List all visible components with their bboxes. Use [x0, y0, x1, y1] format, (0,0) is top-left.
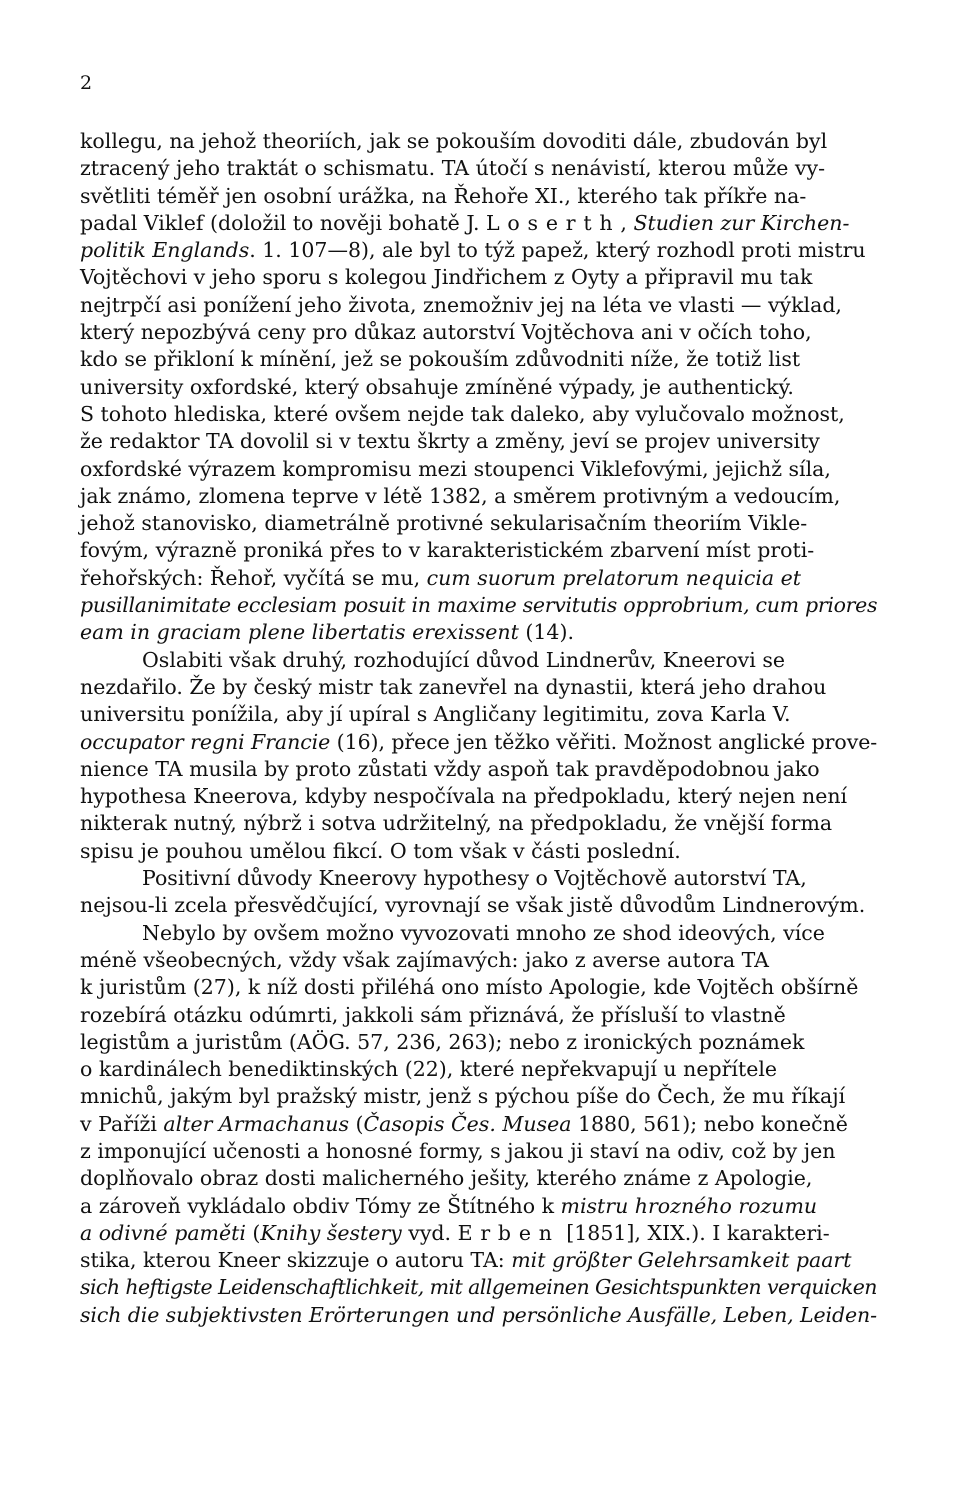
text-line: méně všeobecných, vždy však zajímavých: jako z averse autora TA: [80, 947, 769, 972]
citation-title: politik Englands: [80, 238, 250, 263]
text-line: nience TA musila by proto zůstati vždy aspoň tak pravděpodobnou jako: [80, 756, 820, 781]
text-line: sich heftigste Leidenschaftlichkeit, mit allgemeinen Gesichtspunkten verquicken: [80, 1275, 877, 1300]
text-span: padal Viklef (doložil to nověji bohatě J.: [80, 210, 486, 235]
text-span: ,: [620, 210, 634, 235]
text-span: (: [245, 1220, 261, 1245]
text-span: stika, kterou Kneer skizzuje o autoru TA:: [80, 1248, 512, 1273]
old-czech-quote: mistru hrozného rozumu: [560, 1193, 818, 1218]
text-line: [80, 237, 877, 264]
text-line: spisu je pouhou umělou fikcí. O tom však v části poslední.: [80, 838, 681, 863]
text-span: [1851], XIX.). I karakteri-: [559, 1220, 830, 1245]
text-line: jak známo, zlomena teprve v létě 1382, a směrem protivným a vedoucím,: [80, 483, 841, 508]
text-line: hypothesa Kneerova, kdyby nespočívala na předpokladu, který nejen není: [80, 784, 848, 809]
text-line: legistům a juristům (AÖG. 57, 236, 263); nebo z ironických poznámek: [80, 1029, 805, 1054]
text-line: sich die subjektivsten Erörterungen und persönliche Ausfälle, Leben, Leiden-: [80, 1302, 877, 1327]
text-line: doplňovalo obraz dosti malicherného ješity, kterého známe z Apologie,: [80, 1166, 813, 1191]
paragraph-3: [80, 865, 877, 920]
text-line: ztracený jeho traktát o schismatu. TA útočí s nenávistí, kterou může vy-: [80, 156, 826, 181]
text-span: (14).: [518, 620, 574, 645]
latin-quote: alter Armachanus: [163, 1111, 349, 1136]
text-line: fovým, výrazně proniká přes to v karakteristickém zbarvení míst proti-: [80, 538, 815, 563]
text-span: a zároveň vykládalo obdiv Tómy ze Štítného k: [80, 1193, 561, 1218]
text-line: [80, 565, 877, 592]
text-line: o kardinálech benediktinských (22), které nepřekvapují u nepřítele: [80, 1057, 778, 1082]
german-quote: mit größter Gelehrsamkeit paart: [511, 1248, 852, 1273]
text-line: kollegu, na jehož theoriích, jak se pokouším dovoditi dále, zbudován byl: [80, 129, 828, 153]
text-line: Nebylo by ovšem možno vyvozovati mnoho ze shod ideových, více: [142, 920, 825, 945]
text-span: v Paříži: [80, 1111, 164, 1136]
text-line: nezdařilo. Že by český mistr tak zanevřel na dynastii, která jeho drahou: [80, 674, 827, 699]
citation-title: Studien zur Kirchen-: [633, 210, 850, 235]
text-line: university oxfordské, který obsahuje zmíněné výpady, je authentický.: [80, 374, 794, 399]
old-czech-quote: a odivné paměti: [80, 1220, 246, 1245]
text-line: nejsou-li zcela přesvědčující, vyrovnají se však jistě důvodům Lindnerovým.: [80, 893, 866, 918]
text-line: [80, 210, 877, 237]
text-line: universitu ponížila, aby jí upíral s Angličany legitimitu, zova Karla V.: [80, 702, 791, 727]
author-name: Loserth: [486, 210, 621, 235]
text-span: . 1. 107—8), ale byl to týž papež, který rozhodl proti mistru: [249, 238, 866, 263]
text-line: který nepozbývá ceny pro důkaz autorství Vojtěchova ani v očích toho,: [80, 320, 812, 345]
text-line: světliti téměř jen osobní urážka, na Řehoře XI., kterého tak příkře na-: [80, 183, 807, 208]
text-line: Oslabiti však druhý, rozhodující důvod Lindnerův, Kneerovi se: [142, 647, 785, 672]
latin-quote: occupator regni Francie: [80, 729, 331, 754]
text-line: pusillanimitate ecclesiam posuit in maxime servitutis opprobrium, cum priores: [80, 593, 878, 618]
text-line: nikterak nutný, nýbrž i sotva udržitelný, na předpokladu, že vnější forma: [80, 811, 833, 836]
text-span: (16), přece jen těžko věřiti. Možnost anglické prove-: [330, 729, 878, 754]
text-line: mnichů, jakým byl pražský mistr, jenž s pýchou píše do Čech, že mu říkají: [80, 1084, 846, 1109]
text-line: k juristům (27), k níž dosti přiléhá ono místo Apologie, kde Vojtěch obšírně: [80, 975, 859, 1000]
author-name: Erben: [457, 1220, 560, 1245]
citation-title: Časopis Čes. Musea: [363, 1111, 572, 1136]
text-line: kdo se přikloní k mínění, jež se pokouším zdůvodniti níže, že totiž list: [80, 347, 801, 372]
citation-title: Knihy šestery: [260, 1220, 402, 1245]
text-line: že redaktor TA dovolil si v textu škrty a změny, jeví se projev university: [80, 429, 820, 454]
body-text: [80, 128, 877, 1329]
text-line: rozebírá otázku odúmrti, jakkoli sám přiznává, že přísluší to vlastně: [80, 1002, 786, 1027]
latin-quote: cum suorum prelatorum nequicia et: [426, 565, 802, 590]
text-line: jehož stanovisko, diametrálně protivné sekularisačním theoriím Vikle-: [80, 511, 808, 536]
text-line: [80, 1247, 877, 1274]
text-line: Positivní důvody Kneerovy hypothesy o Vojtěchově autorství TA,: [142, 866, 807, 891]
text-line: [80, 729, 877, 756]
paragraph-1: [80, 128, 877, 647]
latin-quote: eam in graciam plene libertatis erexissent: [80, 620, 519, 645]
text-line: [80, 1193, 877, 1220]
text-line: [80, 1220, 877, 1247]
text-line: [80, 619, 877, 646]
text-span: 1880, 561); nebo konečně: [571, 1111, 848, 1136]
text-line: [80, 1111, 877, 1138]
text-span: řehořských: Řehoř, vyčítá se mu,: [80, 565, 427, 590]
text-span: vyd.: [401, 1220, 458, 1245]
paragraph-4: [80, 920, 877, 1329]
text-line: z imponující učenosti a honosné formy, s jakou ji staví na odiv, což by jen: [80, 1138, 836, 1163]
text-line: nejtrpčí asi ponížení jeho života, znemožniv jej na léta ve vlasti — výklad,: [80, 292, 842, 317]
text-span: (: [348, 1111, 364, 1136]
paragraph-2: [80, 647, 877, 865]
text-line: Vojtěchovi v jeho sporu s kolegou Jindřichem z Oyty a připravil mu tak: [80, 265, 813, 290]
text-line: S tohoto hlediska, které ovšem nejde tak daleko, aby vylučovalo možnost,: [80, 401, 845, 426]
page-number: 2: [80, 72, 93, 94]
text-line: oxfordské výrazem kompromisu mezi stoupenci Viklefovými, jejichž síla,: [80, 456, 831, 481]
